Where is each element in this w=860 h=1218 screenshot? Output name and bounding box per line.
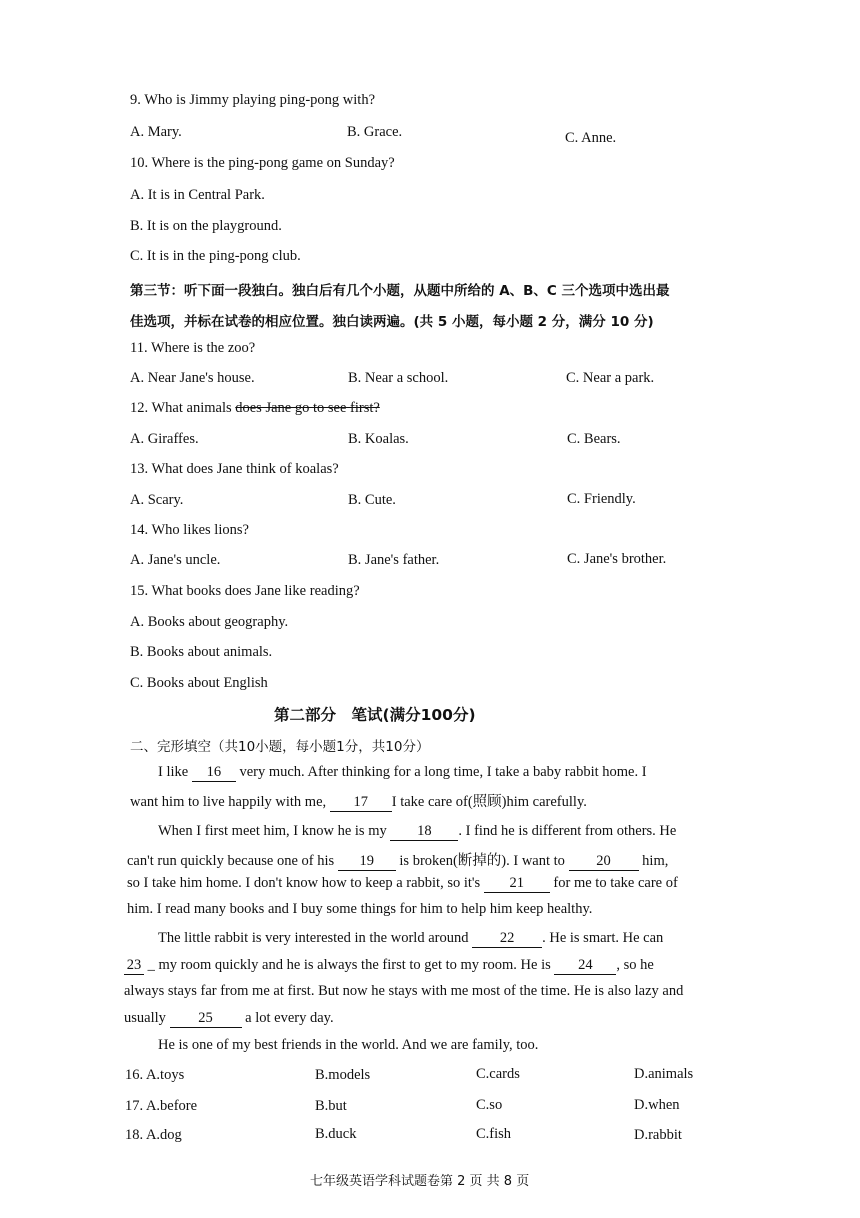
q16-option-b: B.models [315, 1067, 371, 1083]
q10-option-b: B. It is on the playground. [130, 218, 282, 234]
blank-25: 25 [170, 1011, 242, 1028]
text-run: . I find he is different from others. He [458, 823, 677, 839]
q15-option-c: C. Books about English [130, 675, 268, 691]
text-run: The little rabbit is very interested in the world around [158, 930, 473, 946]
q11-option-b: B. Near a school. [348, 370, 449, 386]
q13-option-a: A. Scary. [130, 492, 184, 508]
q13-option-c: C. Friendly. [567, 491, 636, 507]
page-footer: 七年级英语学科试题卷第 2 页 共 8 页 [310, 1174, 530, 1189]
q16-option-a: 16. A.toys [125, 1067, 185, 1083]
question-9-stem: 9. Who is Jimmy playing ping-pong with? [130, 92, 376, 108]
passage-p3-line-2 [124, 957, 654, 975]
blank-23: 23 [124, 958, 144, 975]
blank-21: 21 [484, 876, 550, 893]
text-run: I like [158, 764, 192, 780]
q11-option-c: C. Near a park. [566, 370, 655, 386]
q18-option-d: D.rabbit [634, 1127, 682, 1143]
q12-option-b: B. Koalas. [348, 431, 409, 447]
text-run: I take care of(照顾)him carefully. [391, 794, 587, 810]
passage-p1-line-2 [130, 790, 587, 812]
text-run: want him to live happily with me, [130, 794, 330, 810]
passage-p4: He is one of my best friends in the world. And we are family, too. [158, 1037, 539, 1053]
q14-option-c: C. Jane's brother. [567, 551, 667, 567]
text-run: can't run quickly because one of his [127, 853, 338, 869]
text-run: , so he [616, 957, 654, 973]
q12-option-c: C. Bears. [567, 431, 621, 447]
q14-option-b: B. Jane's father. [348, 552, 440, 568]
question-12-stem-start: 12. What animals [130, 400, 236, 416]
q18-option-a: 18. A.dog [125, 1127, 182, 1143]
passage-p3-line-4 [124, 1010, 334, 1028]
q10-option-c: C. It is in the ping-pong club. [130, 248, 301, 264]
blank-17: 17 [330, 795, 392, 812]
q17-option-c: C.so [476, 1097, 503, 1113]
cloze-heading: 二、完形填空（共10小题，每小题1分，共10分） [130, 739, 430, 755]
q9-option-c: C. Anne. [565, 130, 617, 146]
text-run: a lot every day. [241, 1010, 334, 1026]
passage-p2-line-2 [127, 849, 668, 871]
passage-p3-line-3: always stays far from me at first. But now he stays with me most of the time. He is also lazy and [124, 983, 684, 999]
blank-22: 22 [472, 931, 542, 948]
q14-option-a: A. Jane's uncle. [130, 552, 221, 568]
text-run: is broken(断掉的). I want to [395, 853, 569, 869]
question-10-stem: 10. Where is the ping-pong game on Sunday? [130, 155, 395, 171]
q17-option-a: 17. A.before [125, 1098, 198, 1114]
q12-option-a: A. Giraffes. [130, 431, 199, 447]
q9-option-a: A. Mary. [130, 124, 182, 140]
passage-p2-line-4: him. I read many books and I buy some things for him to help him keep healthy. [127, 901, 593, 917]
text-run: When I first meet him, I know he is my [158, 823, 391, 839]
q15-option-b: B. Books about animals. [130, 644, 273, 660]
passage-p1-line-1 [158, 764, 647, 782]
text-run: so I take him home. I don't know how to keep a rabbit, so it's [127, 875, 484, 891]
question-15-stem: 15. What books does Jane like reading? [130, 583, 360, 599]
question-14-stem: 14. Who likes lions? [130, 522, 249, 538]
question-12-stem-struck: does Jane go to see first? [235, 400, 380, 416]
q13-option-b: B. Cute. [348, 492, 396, 508]
blank-19: 19 [338, 854, 396, 871]
q16-option-d: D.animals [634, 1066, 694, 1082]
q10-option-a: A. It is in Central Park. [130, 187, 265, 203]
text-run: . He is smart. He can [542, 930, 664, 946]
passage-p3-line-1 [158, 930, 663, 948]
question-13-stem: 13. What does Jane think of koalas? [130, 461, 339, 477]
blank-24: 24 [554, 958, 616, 975]
q16-option-c: C.cards [476, 1066, 520, 1082]
passage-p2-line-1 [158, 823, 676, 841]
q11-option-a: A. Near Jane's house. [130, 370, 255, 386]
q17-option-b: B.but [315, 1098, 347, 1114]
q15-option-a: A. Books about geography. [130, 614, 289, 630]
q9-option-b: B. Grace. [347, 124, 403, 140]
text-run: very much. After thinking for a long time, I take a baby rabbit home. I [235, 764, 647, 780]
text-run: for me to take care of [549, 875, 678, 891]
question-11-stem: 11. Where is the zoo? [130, 340, 256, 356]
blank-16: 16 [192, 765, 236, 782]
q18-option-b: B.duck [315, 1126, 357, 1142]
question-12-stem [130, 400, 380, 417]
blank-18: 18 [390, 824, 458, 841]
q17-option-d: D.when [634, 1097, 680, 1113]
passage-p2-line-3 [127, 875, 678, 893]
text-run: _ my room quickly and he is always the first to get to my room. He is [144, 957, 555, 973]
text-run: him, [638, 853, 669, 869]
text-run: usually [124, 1010, 170, 1026]
section-3-instruction-line-1: 第三节：听下面一段独白。独白后有几个小题，从题中所给的 A、B、C 三个选项中选出最 [130, 283, 670, 299]
part-2-title: 第二部分 笔试(满分100分) [274, 706, 476, 724]
q18-option-c: C.fish [476, 1126, 512, 1142]
section-3-instruction-line-2: 佳选项，并标在试卷的相应位置。独白读两遍。(共 5 小题，每小题 2 分，满分 10 分) [130, 314, 654, 330]
blank-20: 20 [569, 854, 639, 871]
